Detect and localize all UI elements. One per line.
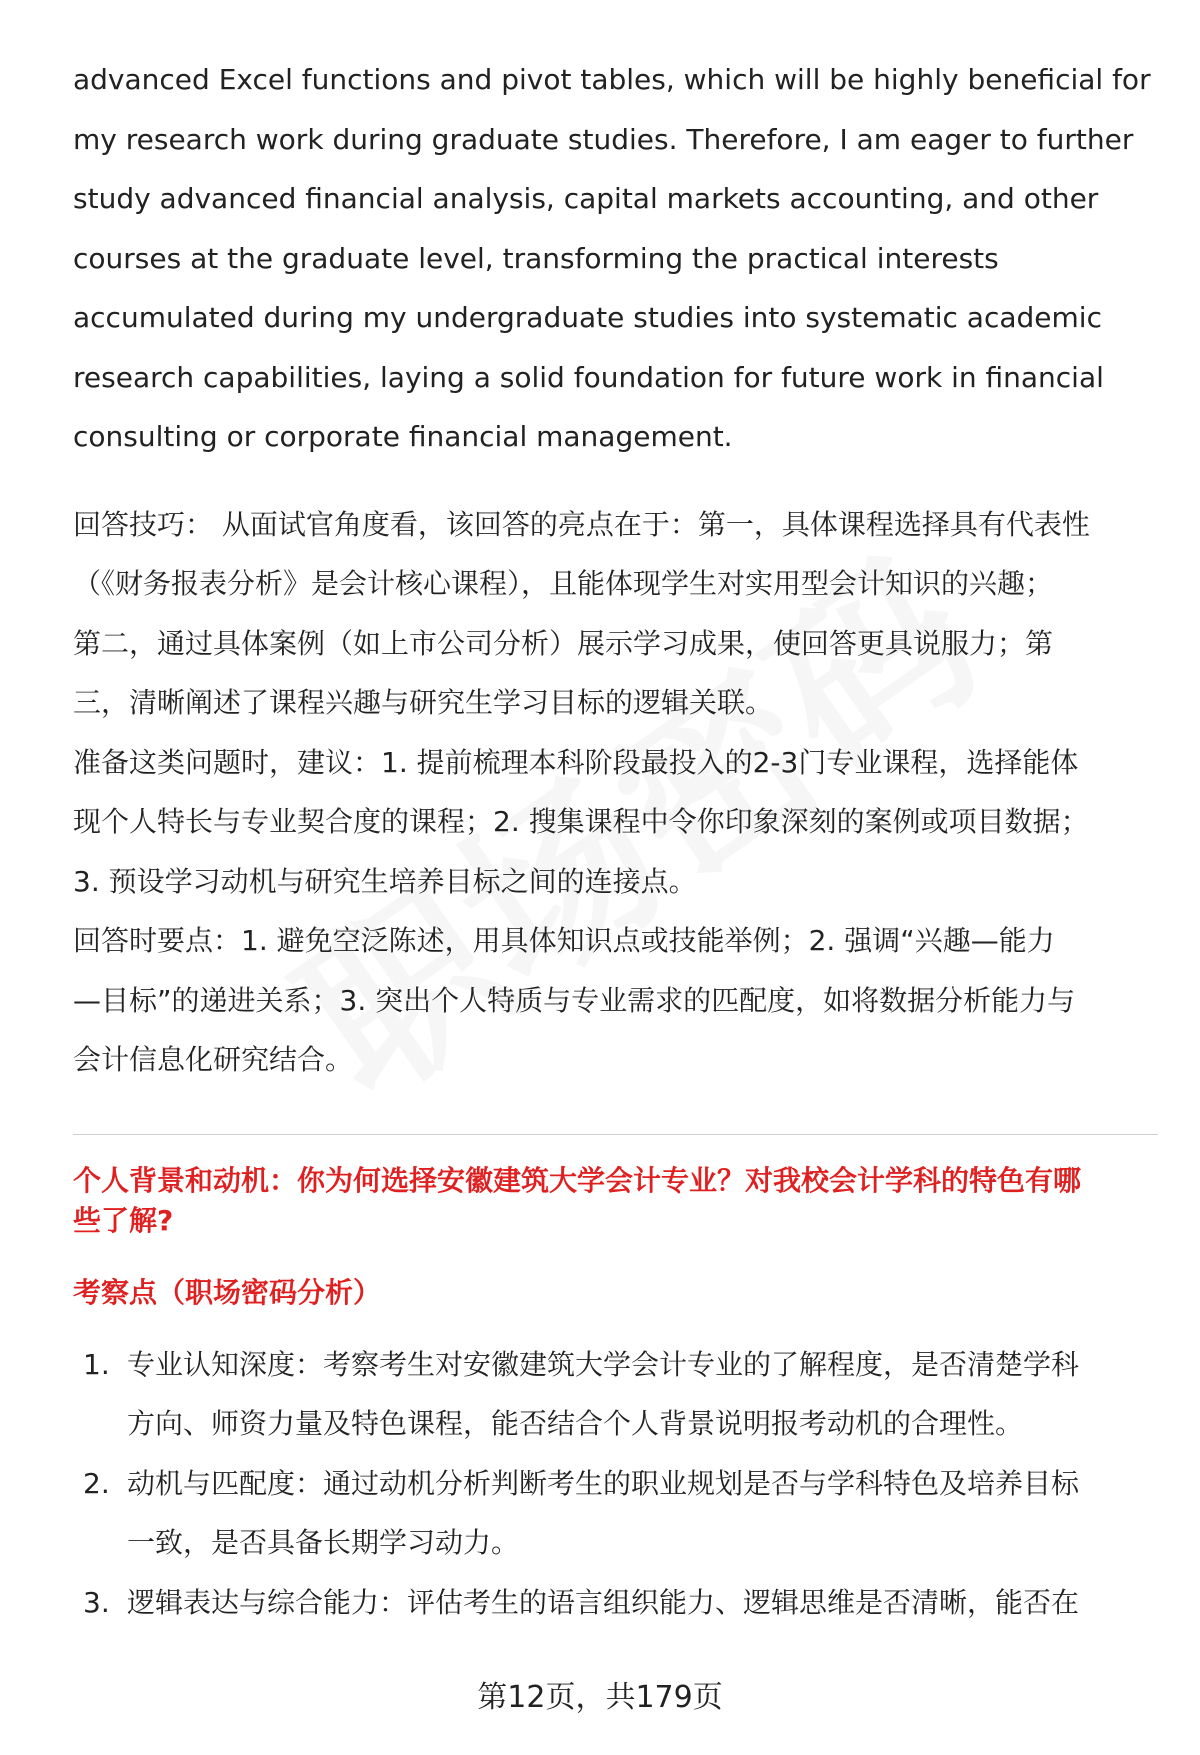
prepare-line: 准备这类问题时，建议：1. 提前梳理本科阶段最投入的2-3门专业课程，选择能体 (73, 745, 1079, 779)
tips-line: （《财务报表分析》是会计核心课程），且能体现学生对实用型会计知识的兴趣； (73, 567, 1054, 600)
prepare-line: 现个人特长与专业契合度的课程；2. 搜集课程中令你印象深刻的案例或项目数据； (73, 805, 1089, 838)
list-item (73, 1454, 1158, 1573)
list-item-number: 3. (83, 1585, 110, 1619)
list-item-number: 1. (83, 1347, 110, 1381)
paragraph-line: consulting or corporate financial management. (73, 420, 733, 453)
question-title-line: 个人背景和动机：你为何选择安徽建筑大学会计专业？对我校会计学科的特色有哪 (73, 1163, 1082, 1197)
paragraph-line: research capabilities, laying a solid foundation for future work in financial (73, 360, 1104, 394)
evaluation-points-list (73, 1335, 1158, 1633)
paragraph-line: my research work during graduate studies. Therefore, I am eager to further (73, 122, 1134, 156)
prepare-line: 3. 预设学习动机与研究生培养目标之间的连接点。 (73, 864, 697, 898)
paragraph-line: accumulated during my undergraduate studies into systematic academic (73, 301, 1102, 334)
page-number-footer: 第12页，共179页 (477, 1680, 723, 1715)
english-answer-paragraph (73, 50, 1158, 467)
list-item (73, 1335, 1158, 1454)
list-item-number: 2. (83, 1466, 110, 1500)
list-item-text: 一致，是否具备长期学习动力。 (127, 1526, 520, 1559)
key-points-line: 会计信息化研究结合。 (73, 1043, 354, 1076)
list-item-text: 逻辑表达与综合能力：评估考生的语言组织能力、逻辑思维是否清晰，能否在 (127, 1585, 1080, 1619)
paragraph-line: advanced Excel functions and pivot tables, which will be highly beneficial for (73, 63, 1151, 96)
list-item-text: 方向、师资力量及特色课程，能否结合个人背景说明报考动机的合理性。 (127, 1407, 1024, 1440)
tips-line: 第二，通过具体案例（如上市公司分析）展示学习成果，使回答更具说服力；第 (73, 626, 1054, 660)
answer-tips (73, 495, 1158, 1090)
paragraph-line: study advanced financial analysis, capital markets accounting, and other (73, 182, 1099, 215)
key-points-line: 回答时要点：1. 避免空泛陈述，用具体知识点或技能举例；2. 强调“兴趣—能力 (73, 924, 1055, 957)
section-divider (73, 1134, 1158, 1135)
section-title: 考察点（职场密码分析） (73, 1275, 382, 1309)
tips-line: 回答技巧： 从面试官角度看，该回答的亮点在于：第一，具体课程选择具有代表性 (73, 507, 1090, 541)
question-title-line: 些了解? (73, 1203, 174, 1237)
paragraph-line: courses at the graduate level, transforming the practical interests (73, 241, 999, 275)
document-page (73, 50, 1158, 1632)
list-item-text: 动机与匹配度：通过动机分析判断考生的职业规划是否与学科特色及培养目标 (127, 1466, 1080, 1500)
tips-line: 三，清晰阐述了课程兴趣与研究生学习目标的逻辑关联。 (73, 686, 774, 719)
key-points-line: —目标”的递进关系；3. 突出个人特质与专业需求的匹配度，如将数据分析能力与 (73, 983, 1076, 1017)
list-item (73, 1573, 1158, 1633)
list-item-text: 专业认知深度：考察考生对安徽建筑大学会计专业的了解程度，是否清楚学科 (127, 1347, 1080, 1381)
question-heading (73, 1161, 1158, 1241)
